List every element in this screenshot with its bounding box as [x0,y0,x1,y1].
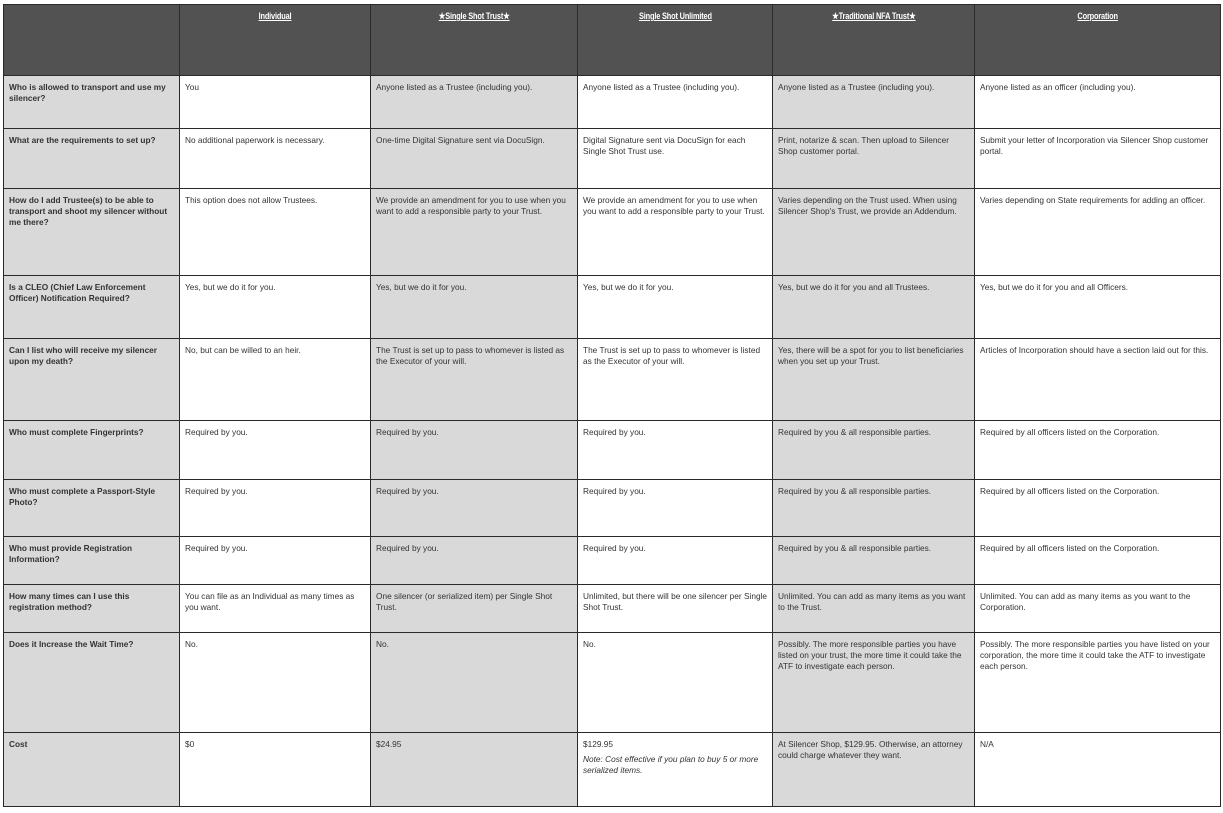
cell-traditional-nfa-trust: Print, notarize & scan. Then upload to Silencer Shop customer portal. [773,129,975,189]
cell-corporation: Submit your letter of Incorporation via Silencer Shop customer portal. [975,129,1221,189]
row-question: Who must provide Registration Information? [4,537,180,585]
cell-individual: Required by you. [180,421,371,480]
cell-single-shot-unlimited: No. [578,633,773,733]
cell-traditional-nfa-trust: Possibly. The more responsible parties you have listed on your trust, the more time it could take the ATF to investigate each person. [773,633,975,733]
header-single-shot-trust: ★Single Shot Trust★ [371,5,578,76]
row-question: Can I list who will receive my silencer upon my death? [4,339,180,421]
cell-traditional-nfa-trust: Required by you & all responsible parties. [773,421,975,480]
cell-single-shot-trust: One-time Digital Signature sent via DocuSign. [371,129,578,189]
table-row [4,537,1221,585]
cell-corporation: Varies depending on State requirements for adding an officer. [975,189,1221,276]
cell-individual: Yes, but we do it for you. [180,276,371,339]
cell-individual: Required by you. [180,537,371,585]
table-row [4,585,1221,633]
row-question: How many times can I use this registration method? [4,585,180,633]
cell-traditional-nfa-trust: Anyone listed as a Trustee (including you). [773,76,975,129]
cell-traditional-nfa-trust: Yes, there will be a spot for you to list beneficiaries when you set up your Trust. [773,339,975,421]
cell-single-shot-unlimited: We provide an amendment for you to use when you want to add a responsible party to your Trust. [578,189,773,276]
row-question: Who must complete Fingerprints? [4,421,180,480]
cell-single-shot-unlimited: Required by you. [578,537,773,585]
cell-single-shot-unlimited: Anyone listed as a Trustee (including you). [578,76,773,129]
cell-corporation: Required by all officers listed on the Corporation. [975,480,1221,537]
row-question: Who is allowed to transport and use my silencer? [4,76,180,129]
cell-single-shot-unlimited: Digital Signature sent via DocuSign for each Single Shot Trust use. [578,129,773,189]
cell-corporation: Yes, but we do it for you and all Officers. [975,276,1221,339]
comparison-table [3,4,1221,807]
cell-single-shot-unlimited: Required by you. [578,480,773,537]
cell-individual: This option does not allow Trustees. [180,189,371,276]
cost-value: $129.95 [583,739,613,749]
cell-individual: $0 [180,733,371,807]
cell-single-shot-trust: $24.95 [371,733,578,807]
cell-traditional-nfa-trust: Unlimited. You can add as many items as you want to the Trust. [773,585,975,633]
row-question: How do I add Trustee(s) to be able to transport and shoot my silencer without me there? [4,189,180,276]
table-row [4,733,1221,807]
table-row [4,633,1221,733]
cell-traditional-nfa-trust: Varies depending on the Trust used. When using Silencer Shop's Trust, we provide an Addendum. [773,189,975,276]
cell-corporation: Unlimited. You can add as many items as you want to the Corporation. [975,585,1221,633]
table-row [4,189,1221,276]
row-question: Does it Increase the Wait Time? [4,633,180,733]
cell-individual: No, but can be willed to an heir. [180,339,371,421]
table-row [4,339,1221,421]
header-single-shot-unlimited: Single Shot Unlimited [578,5,773,76]
header-corporation: Corporation [975,5,1221,76]
cell-single-shot-unlimited: Unlimited, but there will be one silencer per Single Shot Trust. [578,585,773,633]
cell-single-shot-trust: The Trust is set up to pass to whomever is listed as the Executor of your will. [371,339,578,421]
cell-individual: You can file as an Individual as many times as you want. [180,585,371,633]
header-row [4,5,1221,76]
cell-single-shot-trust: Required by you. [371,537,578,585]
cell-corporation: Required by all officers listed on the Corporation. [975,421,1221,480]
cell-single-shot-unlimited: Required by you. [578,421,773,480]
header-individual: Individual [180,5,371,76]
table-row [4,480,1221,537]
cost-note: Note: Cost effective if you plan to buy 5 or more serialized items. [583,754,759,775]
cell-traditional-nfa-trust: At Silencer Shop, $129.95. Otherwise, an attorney could charge whatever they want. [773,733,975,807]
cell-corporation: N/A [975,733,1221,807]
cell-single-shot-unlimited: Yes, but we do it for you. [578,276,773,339]
table-row [4,421,1221,480]
header-blank [4,5,180,76]
cell-single-shot-trust: Required by you. [371,480,578,537]
row-question: Who must complete a Passport-Style Photo? [4,480,180,537]
row-question: Is a CLEO (Chief Law Enforcement Officer) Notification Required? [4,276,180,339]
cell-traditional-nfa-trust: Required by you & all responsible parties. [773,537,975,585]
cell-corporation: Articles of Incorporation should have a section laid out for this. [975,339,1221,421]
row-question: Cost [4,733,180,807]
header-traditional-nfa-trust: ★Traditional NFA Trust★ [773,5,975,76]
table-row [4,129,1221,189]
row-question: What are the requirements to set up? [4,129,180,189]
cell-individual: You [180,76,371,129]
cell-corporation: Anyone listed as an officer (including you). [975,76,1221,129]
cell-single-shot-trust: Yes, but we do it for you. [371,276,578,339]
cell-individual: Required by you. [180,480,371,537]
cell-corporation: Required by all officers listed on the Corporation. [975,537,1221,585]
table-row [4,276,1221,339]
cell-corporation: Possibly. The more responsible parties you have listed on your corporation, the more time it could take the ATF to investigate each person. [975,633,1221,733]
cell-single-shot-trust: No. [371,633,578,733]
cell-individual: No. [180,633,371,733]
cell-single-shot-unlimited: The Trust is set up to pass to whomever is listed as the Executor of your will. [578,339,773,421]
cell-individual: No additional paperwork is necessary. [180,129,371,189]
cell-traditional-nfa-trust: Yes, but we do it for you and all Trustees. [773,276,975,339]
table-row [4,76,1221,129]
cell-single-shot-trust: Required by you. [371,421,578,480]
cell-single-shot-unlimited [578,733,773,807]
cell-single-shot-trust: One silencer (or serialized item) per Single Shot Trust. [371,585,578,633]
cell-single-shot-trust: Anyone listed as a Trustee (including you). [371,76,578,129]
cell-single-shot-trust: We provide an amendment for you to use when you want to add a responsible party to your Trust. [371,189,578,276]
cell-traditional-nfa-trust: Required by you & all responsible parties. [773,480,975,537]
